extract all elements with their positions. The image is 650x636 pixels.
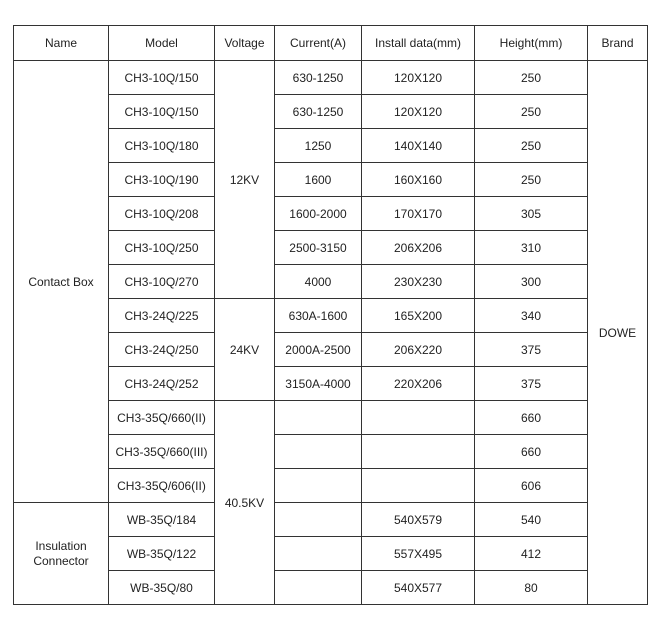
cell-current: 1600-2000 xyxy=(275,197,362,231)
cell-voltage-12kv: 12KV xyxy=(215,61,275,299)
cell-current xyxy=(275,435,362,469)
cell-height: 250 xyxy=(475,95,588,129)
cell-current xyxy=(275,503,362,537)
cell-height: 250 xyxy=(475,129,588,163)
cell-current: 630A-1600 xyxy=(275,299,362,333)
cell-height: 412 xyxy=(475,537,588,571)
table-row xyxy=(14,61,648,95)
header-name: Name xyxy=(14,26,109,61)
cell-height: 250 xyxy=(475,61,588,95)
table-row xyxy=(14,197,648,231)
table-row xyxy=(14,537,648,571)
cell-install: 140X140 xyxy=(362,129,475,163)
table-row xyxy=(14,231,648,265)
cell-height: 340 xyxy=(475,299,588,333)
cell-current xyxy=(275,571,362,605)
cell-height: 300 xyxy=(475,265,588,299)
cell-current xyxy=(275,469,362,503)
header-current: Current(A) xyxy=(275,26,362,61)
cell-current xyxy=(275,401,362,435)
cell-current: 4000 xyxy=(275,265,362,299)
table-row xyxy=(14,503,648,537)
cell-model: CH3-35Q/660(III) xyxy=(109,435,215,469)
cell-height: 540 xyxy=(475,503,588,537)
cell-install: 120X120 xyxy=(362,95,475,129)
table-row xyxy=(14,299,648,333)
cell-model: CH3-10Q/270 xyxy=(109,265,215,299)
cell-install xyxy=(362,401,475,435)
table-row xyxy=(14,367,648,401)
table-row xyxy=(14,163,648,197)
cell-current: 1600 xyxy=(275,163,362,197)
header-brand: Brand xyxy=(588,26,648,61)
header-voltage: Voltage xyxy=(215,26,275,61)
cell-model: CH3-10Q/208 xyxy=(109,197,215,231)
header-height: Height(mm) xyxy=(475,26,588,61)
cell-install xyxy=(362,435,475,469)
table-row xyxy=(14,265,648,299)
cell-install: 160X160 xyxy=(362,163,475,197)
cell-model: CH3-10Q/150 xyxy=(109,61,215,95)
cell-current: 3150A-4000 xyxy=(275,367,362,401)
cell-current xyxy=(275,537,362,571)
table-row xyxy=(14,571,648,605)
table-row xyxy=(14,95,648,129)
cell-current: 1250 xyxy=(275,129,362,163)
cell-height: 375 xyxy=(475,333,588,367)
table-row xyxy=(14,469,648,503)
header-install: Install data(mm) xyxy=(362,26,475,61)
table-row xyxy=(14,129,648,163)
cell-model: CH3-35Q/606(II) xyxy=(109,469,215,503)
table-row xyxy=(14,401,648,435)
cell-install: 230X230 xyxy=(362,265,475,299)
cell-height: 250 xyxy=(475,163,588,197)
cell-install: 206X220 xyxy=(362,333,475,367)
cell-model: CH3-10Q/250 xyxy=(109,231,215,265)
cell-install: 557X495 xyxy=(362,537,475,571)
cell-model: WB-35Q/122 xyxy=(109,537,215,571)
cell-height: 305 xyxy=(475,197,588,231)
cell-install: 165X200 xyxy=(362,299,475,333)
cell-model: CH3-24Q/252 xyxy=(109,367,215,401)
cell-height: 375 xyxy=(475,367,588,401)
group-contact-box: Contact Box xyxy=(14,61,109,503)
cell-model: CH3-10Q/180 xyxy=(109,129,215,163)
cell-height: 606 xyxy=(475,469,588,503)
cell-install xyxy=(362,469,475,503)
cell-voltage-24kv: 24KV xyxy=(215,299,275,401)
cell-voltage-40-5kv: 40.5KV xyxy=(215,401,275,605)
cell-install: 540X579 xyxy=(362,503,475,537)
cell-model: CH3-24Q/250 xyxy=(109,333,215,367)
cell-install: 540X577 xyxy=(362,571,475,605)
cell-install: 220X206 xyxy=(362,367,475,401)
cell-install: 120X120 xyxy=(362,61,475,95)
cell-current: 2500-3150 xyxy=(275,231,362,265)
header-model: Model xyxy=(109,26,215,61)
cell-install: 170X170 xyxy=(362,197,475,231)
spec-table xyxy=(13,25,648,605)
cell-current: 630-1250 xyxy=(275,61,362,95)
cell-brand: DOWE xyxy=(588,61,648,605)
cell-model: CH3-10Q/190 xyxy=(109,163,215,197)
cell-current: 2000A-2500 xyxy=(275,333,362,367)
group-insulation-connector: Insulation Connector xyxy=(14,503,109,605)
cell-model: CH3-10Q/150 xyxy=(109,95,215,129)
cell-height: 80 xyxy=(475,571,588,605)
cell-install: 206X206 xyxy=(362,231,475,265)
header-row xyxy=(14,26,648,61)
cell-current: 630-1250 xyxy=(275,95,362,129)
cell-model: WB-35Q/80 xyxy=(109,571,215,605)
cell-height: 310 xyxy=(475,231,588,265)
table-row xyxy=(14,333,648,367)
cell-model: CH3-35Q/660(II) xyxy=(109,401,215,435)
cell-height: 660 xyxy=(475,435,588,469)
cell-model: CH3-24Q/225 xyxy=(109,299,215,333)
table-row xyxy=(14,435,648,469)
cell-model: WB-35Q/184 xyxy=(109,503,215,537)
cell-height: 660 xyxy=(475,401,588,435)
